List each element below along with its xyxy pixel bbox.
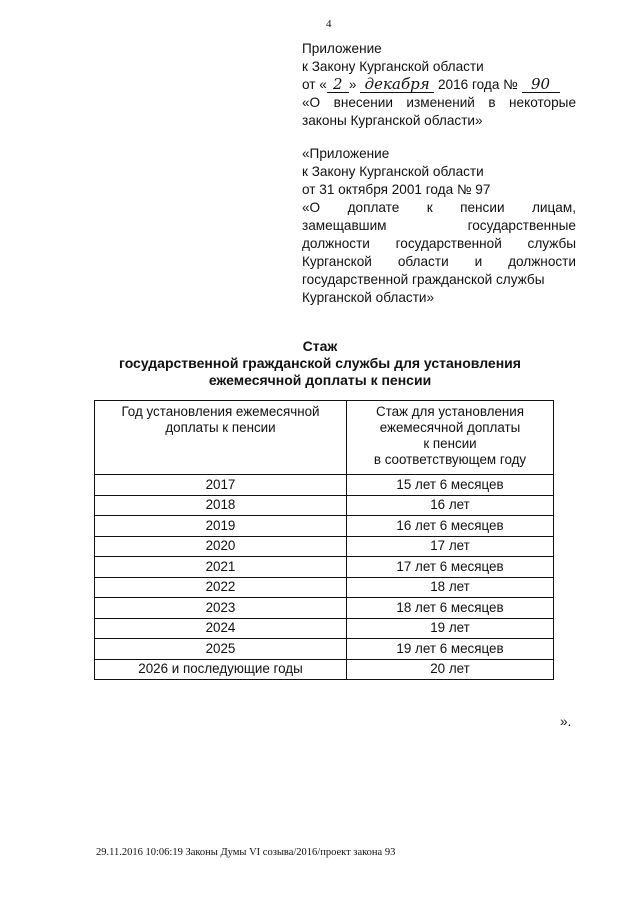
heading-line2: государственной гражданской службы для установления — [119, 355, 521, 371]
stazh-cell: 17 лет 6 месяцев — [347, 557, 554, 578]
appendix-title-line1: «О внесении изменений в некоторые — [302, 95, 576, 110]
table-row — [95, 659, 554, 680]
stazh-cell: 17 лет — [347, 536, 554, 557]
year-cell: 2026 и последующие годы — [95, 659, 347, 680]
table-row — [95, 475, 554, 496]
header-year-line: доплаты к пенсии — [165, 420, 276, 435]
handwritten-month: декабря — [360, 76, 434, 93]
year-cell: 2019 — [95, 516, 347, 537]
stazh-cell: 19 лет 6 месяцев — [347, 639, 554, 660]
year-cell: 2020 — [95, 536, 347, 557]
original-title-line: должности государственной службы — [302, 236, 576, 251]
original-title-line: замещавшим государственные — [302, 218, 576, 233]
table-row — [95, 639, 554, 660]
stazh-cell: 18 лет 6 месяцев — [347, 598, 554, 619]
handwritten-law-number: 90 — [522, 76, 560, 93]
footer-stamp: 29.11.2016 10:06:19 Законы Думы VI созыва/2016/проект закона 93 — [96, 847, 396, 858]
page-number: 4 — [326, 18, 332, 30]
original-appendix-header — [302, 145, 576, 307]
date-prefix: от « — [302, 77, 327, 92]
header-year-line: Год установления ежемесячной — [121, 404, 320, 419]
original-law-date: от 31 октября 2001 года № 97 — [302, 182, 491, 197]
header-stazh-line: ежемесячной доплаты — [379, 420, 521, 435]
heading-line3: ежемесячной доплаты к пенсии — [208, 372, 432, 388]
stazh-cell: 16 лет — [347, 495, 554, 516]
original-title-line: «О доплате к пенсии лицам, — [302, 200, 576, 215]
table-header-row — [95, 401, 554, 475]
header-year-cell — [95, 401, 347, 475]
year-cell: 2022 — [95, 577, 347, 598]
table-row — [95, 516, 554, 537]
year-cell: 2017 — [95, 475, 347, 496]
stazh-cell: 15 лет 6 месяцев — [347, 475, 554, 496]
year-cell: 2024 — [95, 618, 347, 639]
original-appendix-label: «Приложение — [302, 146, 390, 161]
stazh-table — [94, 400, 554, 680]
table-row — [95, 618, 554, 639]
stazh-cell: 16 лет 6 месяцев — [347, 516, 554, 537]
table-row — [95, 577, 554, 598]
table-row — [95, 598, 554, 619]
appendix-header — [302, 40, 576, 130]
year-cell: 2025 — [95, 639, 347, 660]
header-stazh-line: в соответствующем году — [373, 452, 527, 467]
closing-quote: ». — [560, 714, 572, 729]
original-title-line: государственной гражданской службы — [302, 272, 545, 287]
original-title-line: Курганской области и должности — [302, 254, 576, 269]
year-cell: 2018 — [95, 495, 347, 516]
stazh-cell: 20 лет — [347, 659, 554, 680]
header-stazh-line: Стаж для установления — [375, 404, 525, 419]
handwritten-day: 2 — [327, 76, 349, 93]
table-row — [95, 536, 554, 557]
appendix-law-ref: к Закону Курганской области — [302, 59, 484, 74]
stazh-cell: 18 лет — [347, 577, 554, 598]
original-title-line: Курганской области» — [302, 290, 435, 305]
year-cell: 2023 — [95, 598, 347, 619]
date-day-suffix: » — [348, 77, 357, 92]
original-law-ref: к Закону Курганской области — [302, 164, 484, 179]
table-row — [95, 557, 554, 578]
header-stazh-line: к пенсии — [423, 436, 477, 451]
document-heading — [60, 338, 580, 389]
header-stazh-cell — [347, 401, 554, 475]
year-cell: 2021 — [95, 557, 347, 578]
appendix-title-line2: законы Курганской области» — [302, 113, 483, 128]
date-year: 2016 года № — [437, 77, 518, 92]
appendix-label: Приложение — [302, 41, 382, 56]
appendix-date-line — [302, 76, 576, 94]
table-row — [95, 495, 554, 516]
stazh-cell: 19 лет — [347, 618, 554, 639]
heading-line1: Стаж — [302, 338, 338, 354]
